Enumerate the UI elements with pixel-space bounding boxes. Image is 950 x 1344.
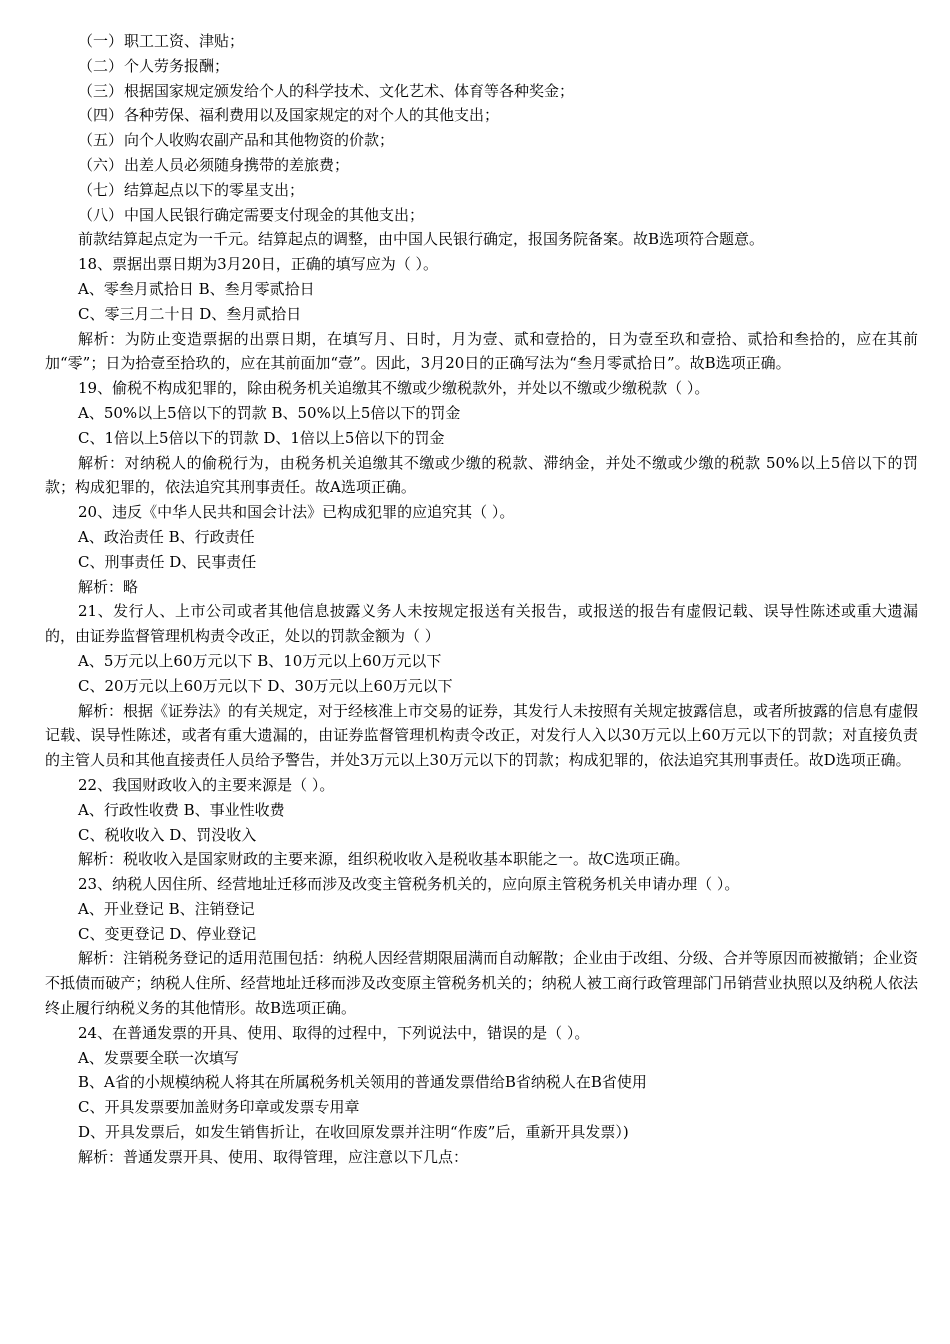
- question-text: 21、发行人、上市公司或者其他信息披露义务人未按规定报送有关报告，或报送的报告有虚假记载、误导性陈述或重大遗漏的，由证券监督管理机构责令改正，处以的罚款金额为（ ）: [45, 602, 918, 646]
- question-option: A、行政性收费 B、事业性收费: [78, 800, 285, 819]
- question-option: C、刑事责任 D、民事责任: [78, 552, 257, 571]
- list-text: 各种劳保、福利费用以及国家规定的对个人的其他支出；: [124, 106, 500, 125]
- list-number: （六）: [78, 155, 124, 174]
- intro-note: 前款结算起点定为一千元。结算起点的调整，由中国人民银行确定，报国务院备案。故B选项符合题意。: [78, 230, 765, 249]
- list-number: （一）: [78, 32, 124, 50]
- list-item: [45, 79, 918, 104]
- question-option: B、A省的小规模纳税人将其在所属税务机关领用的普通发票借给B省纳税人在B省使用: [78, 1073, 647, 1092]
- analysis-text: 解析：对纳税人的偷税行为，由税务机关追缴其不缴或少缴的税款、滞纳金，并处不缴或少缴的税款 50%以上5倍以下的罚款；构成犯罪的，依法追究其刑事责任。故A选项正确。: [45, 453, 918, 497]
- question-option: C、税收收入 D、罚没收入: [78, 825, 257, 844]
- question-option: C、开具发票要加盖财务印章或发票专用章: [78, 1098, 360, 1117]
- list-text: 个人劳务报酬；: [124, 56, 230, 75]
- list-text: 中国人民银行确定需要支付现金的其他支出；: [124, 205, 425, 224]
- question-option: C、1倍以上5倍以下的罚款 D、1倍以上5倍以下的罚金: [78, 428, 445, 447]
- analysis-text: 解析：为防止变造票据的出票日期，在填写月、日时，月为壹、贰和壹拾的，日为壹至玖和壹拾、贰拾和叁拾的，应在其前加“零”；日为拾壹至拾玖的，应在其前面加“壹”。因此，3月20日的正确写法为“叁月零贰拾日”。故B选项正确。: [45, 329, 918, 373]
- list-number: （七）: [78, 180, 124, 199]
- question-option: A、5万元以上60万元以下 B、10万元以上60万元以下: [78, 651, 442, 670]
- list-number: （三）: [78, 81, 124, 100]
- question-option: A、开业登记 B、注销登记: [78, 899, 255, 918]
- list-item: [45, 203, 918, 228]
- question-text: 22、我国财政收入的主要来源是（ ）。: [78, 775, 335, 794]
- question-option: A、50%以上5倍以下的罚款 B、50%以上5倍以下的罚金: [78, 403, 461, 422]
- question-text: 20、违反《中华人民共和国会计法》已构成犯罪的应追究其（ ）。: [78, 503, 515, 522]
- question-option: C、零三月二十日 D、叁月贰拾日: [78, 304, 302, 323]
- list-item: [45, 54, 918, 79]
- analysis-text: 解析：普通发票开具、使用、取得管理，应注意以下几点：: [78, 1147, 469, 1166]
- analysis-text: 解析：注销税务登记的适用范围包括：纳税人因经营期限届满而自动解散；企业由于改组、分级、合并等原因而被撤销；企业资不抵债而破产；纳税人住所、经营地址迁移而涉及改变原主管税务机关的；纳税人被工商行政管理部门吊销营业执照以及纳税人依法终止履行纳税义务的其他情形。故B选项正确。: [45, 949, 919, 1018]
- list-item: [45, 153, 918, 178]
- list-item: [45, 29, 918, 54]
- question-text: 24、在普通发票的开具、使用、取得的过程中，下列说法中，错误的是（ ）。: [78, 1023, 590, 1042]
- list-number: （二）: [78, 56, 124, 75]
- question-option: A、发票要全联一次填写: [78, 1048, 239, 1067]
- list-number: （八）: [78, 205, 124, 224]
- list-number: （四）: [78, 106, 124, 125]
- list-item: [45, 103, 918, 128]
- list-text: 向个人收购农副产品和其他物资的价款；: [124, 131, 395, 150]
- list-text: 职工工资、津贴；: [124, 32, 245, 50]
- analysis-text: 解析：略: [78, 577, 139, 596]
- list-text: 结算起点以下的零星支出；: [124, 180, 305, 199]
- list-text: 出差人员必须随身携带的差旅费；: [124, 155, 350, 174]
- question-option: A、政治责任 B、行政责任: [78, 527, 255, 546]
- question-option: C、变更登记 D、停业登记: [78, 924, 257, 943]
- question-option: D、开具发票后，如发生销售折让，在收回原发票并注明“作废”后，重新开具发票）): [78, 1123, 629, 1142]
- list-number: （五）: [78, 131, 124, 150]
- question-text: 23、纳税人因住所、经营地址迁移而涉及改变主管税务机关的，应向原主管税务机关申请办理（ ）。: [78, 875, 740, 894]
- question-text: 19、偷税不构成犯罪的，除由税务机关追缴其不缴或少缴税款外，并处以不缴或少缴税款（ ）。: [78, 379, 710, 398]
- list-item: [45, 128, 918, 153]
- analysis-text: 解析：税收收入是国家财政的主要来源，组织税收收入是税收基本职能之一。故C选项正确。: [78, 850, 690, 869]
- list-item: [45, 178, 918, 203]
- question-option: C、20万元以上60万元以下 D、30万元以上60万元以下: [78, 676, 453, 695]
- question-option: A、零叁月贰拾日 B、叁月零贰拾日: [78, 279, 315, 298]
- analysis-text: 解析：根据《证券法》的有关规定，对于经核准上市交易的证券，其发行人未按照有关规定披露信息，或者所披露的信息有虚假记载、误导性陈述，或者有重大遗漏的，由证券监督管理机构责令改正，对发行人入以30万元以上60万元以下的罚款；对直接负责的主管人员和其他直接责任人员给予警告，并处3万元以上30万元以下的罚款；构成犯罪的，依法追究其刑事责任。故D选项正确。: [45, 701, 919, 770]
- list-text: 根据国家规定颁发给个人的科学技术、文化艺术、体育等各种奖金；: [124, 81, 575, 100]
- question-text: 18、票据出票日期为3月20日，正确的填写应为（ ）。: [78, 255, 438, 274]
